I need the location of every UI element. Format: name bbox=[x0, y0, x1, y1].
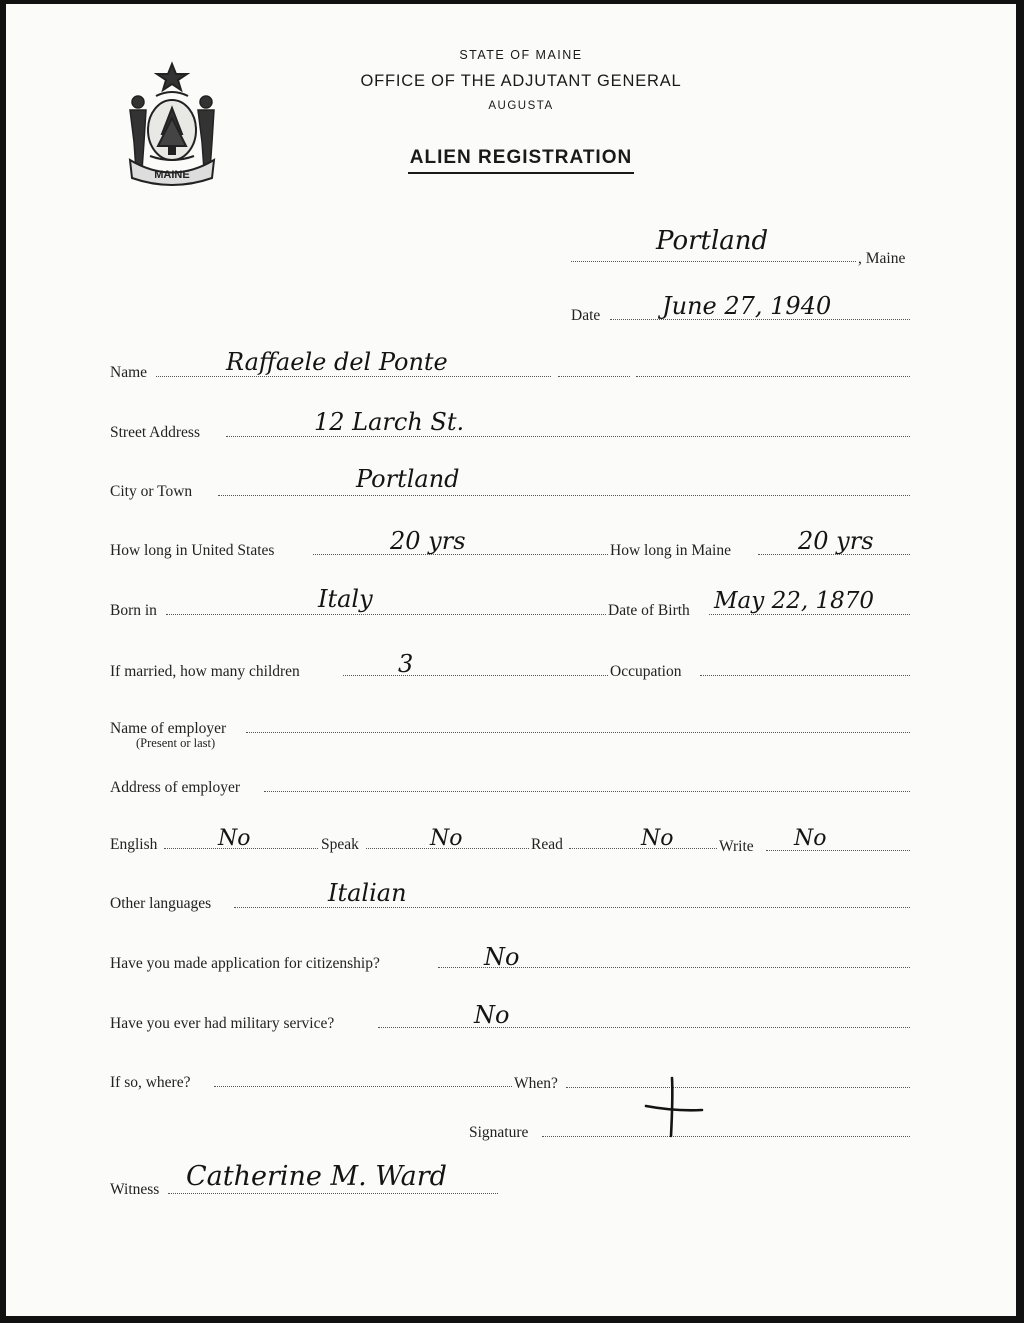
children-line bbox=[343, 675, 608, 676]
city-label: City or Town bbox=[110, 483, 193, 500]
office-heading: OFFICE OF THE ADJUTANT GENERAL bbox=[360, 72, 682, 90]
cross-mark-icon bbox=[642, 1076, 706, 1140]
town-value: Portland bbox=[656, 226, 769, 256]
children-label: If married, how many children bbox=[110, 663, 300, 680]
citizenship-label: Have you made application for citizenship? bbox=[110, 955, 380, 972]
born-in-value: Italy bbox=[318, 585, 373, 613]
us-years-value: 20 yrs bbox=[390, 527, 466, 555]
write-value: No bbox=[794, 826, 827, 851]
seal-banner-text: MAINE bbox=[154, 169, 190, 181]
military-value: No bbox=[474, 1001, 510, 1029]
witness-label: Witness bbox=[110, 1181, 160, 1198]
city-value: Portland bbox=[356, 465, 460, 493]
dob-value: May 22, 1870 bbox=[714, 588, 874, 614]
employer-line bbox=[246, 732, 910, 733]
born-in-label: Born in bbox=[110, 602, 157, 619]
dob-label: Date of Birth bbox=[608, 602, 690, 619]
employer-label: Name of employer bbox=[110, 720, 227, 737]
employer-address-line bbox=[264, 791, 910, 792]
read-label: Read bbox=[531, 836, 563, 853]
read-value: No bbox=[641, 826, 674, 851]
occupation-label: Occupation bbox=[610, 663, 682, 680]
maine-state-seal-icon bbox=[116, 60, 228, 190]
children-value: 3 bbox=[398, 650, 414, 678]
signature-line bbox=[542, 1136, 910, 1137]
other-languages-label: Other languages bbox=[110, 895, 212, 912]
street-value: 12 Larch St. bbox=[314, 408, 465, 436]
citizenship-value: No bbox=[484, 943, 520, 971]
name-value: Raffaele del Ponte bbox=[226, 348, 448, 376]
street-label: Street Address bbox=[110, 424, 200, 441]
occupation-line bbox=[700, 675, 910, 676]
where-label: If so, where? bbox=[110, 1074, 191, 1091]
state-heading: STATE OF MAINE bbox=[459, 48, 583, 62]
city-line bbox=[218, 495, 910, 496]
form-title: ALIEN REGISTRATION bbox=[306, 147, 736, 169]
witness-line bbox=[168, 1193, 498, 1194]
english-label: English bbox=[110, 836, 158, 853]
where-line bbox=[214, 1086, 512, 1087]
other-languages-value: Italian bbox=[328, 879, 407, 907]
town-line bbox=[571, 261, 856, 262]
date-value: June 27, 1940 bbox=[662, 292, 832, 320]
military-label: Have you ever had military service? bbox=[110, 1015, 335, 1032]
date-label: Date bbox=[571, 307, 601, 324]
name-label: Name bbox=[110, 364, 148, 381]
speak-label: Speak bbox=[321, 836, 359, 853]
write-line bbox=[766, 850, 910, 851]
when-label: When? bbox=[514, 1075, 558, 1092]
name-line-3 bbox=[636, 376, 910, 377]
us-years-label: How long in United States bbox=[110, 542, 275, 559]
city-heading: AUGUSTA bbox=[488, 100, 554, 112]
town-label: , Maine bbox=[858, 250, 906, 267]
employer-address-label: Address of employer bbox=[110, 779, 240, 796]
born-in-line bbox=[166, 614, 606, 615]
name-line-2 bbox=[558, 376, 630, 377]
write-label: Write bbox=[719, 838, 754, 855]
registration-form-page bbox=[6, 4, 1016, 1316]
when-line bbox=[566, 1087, 910, 1088]
military-line bbox=[378, 1027, 910, 1028]
maine-years-label: How long in Maine bbox=[610, 542, 731, 559]
signature-label: Signature bbox=[469, 1124, 529, 1141]
employer-sublabel: (Present or last) bbox=[136, 736, 216, 750]
speak-value: No bbox=[430, 826, 463, 851]
maine-years-value: 20 yrs bbox=[798, 527, 874, 555]
witness-value: Catherine M. Ward bbox=[186, 1161, 447, 1192]
english-value: No bbox=[218, 826, 251, 851]
